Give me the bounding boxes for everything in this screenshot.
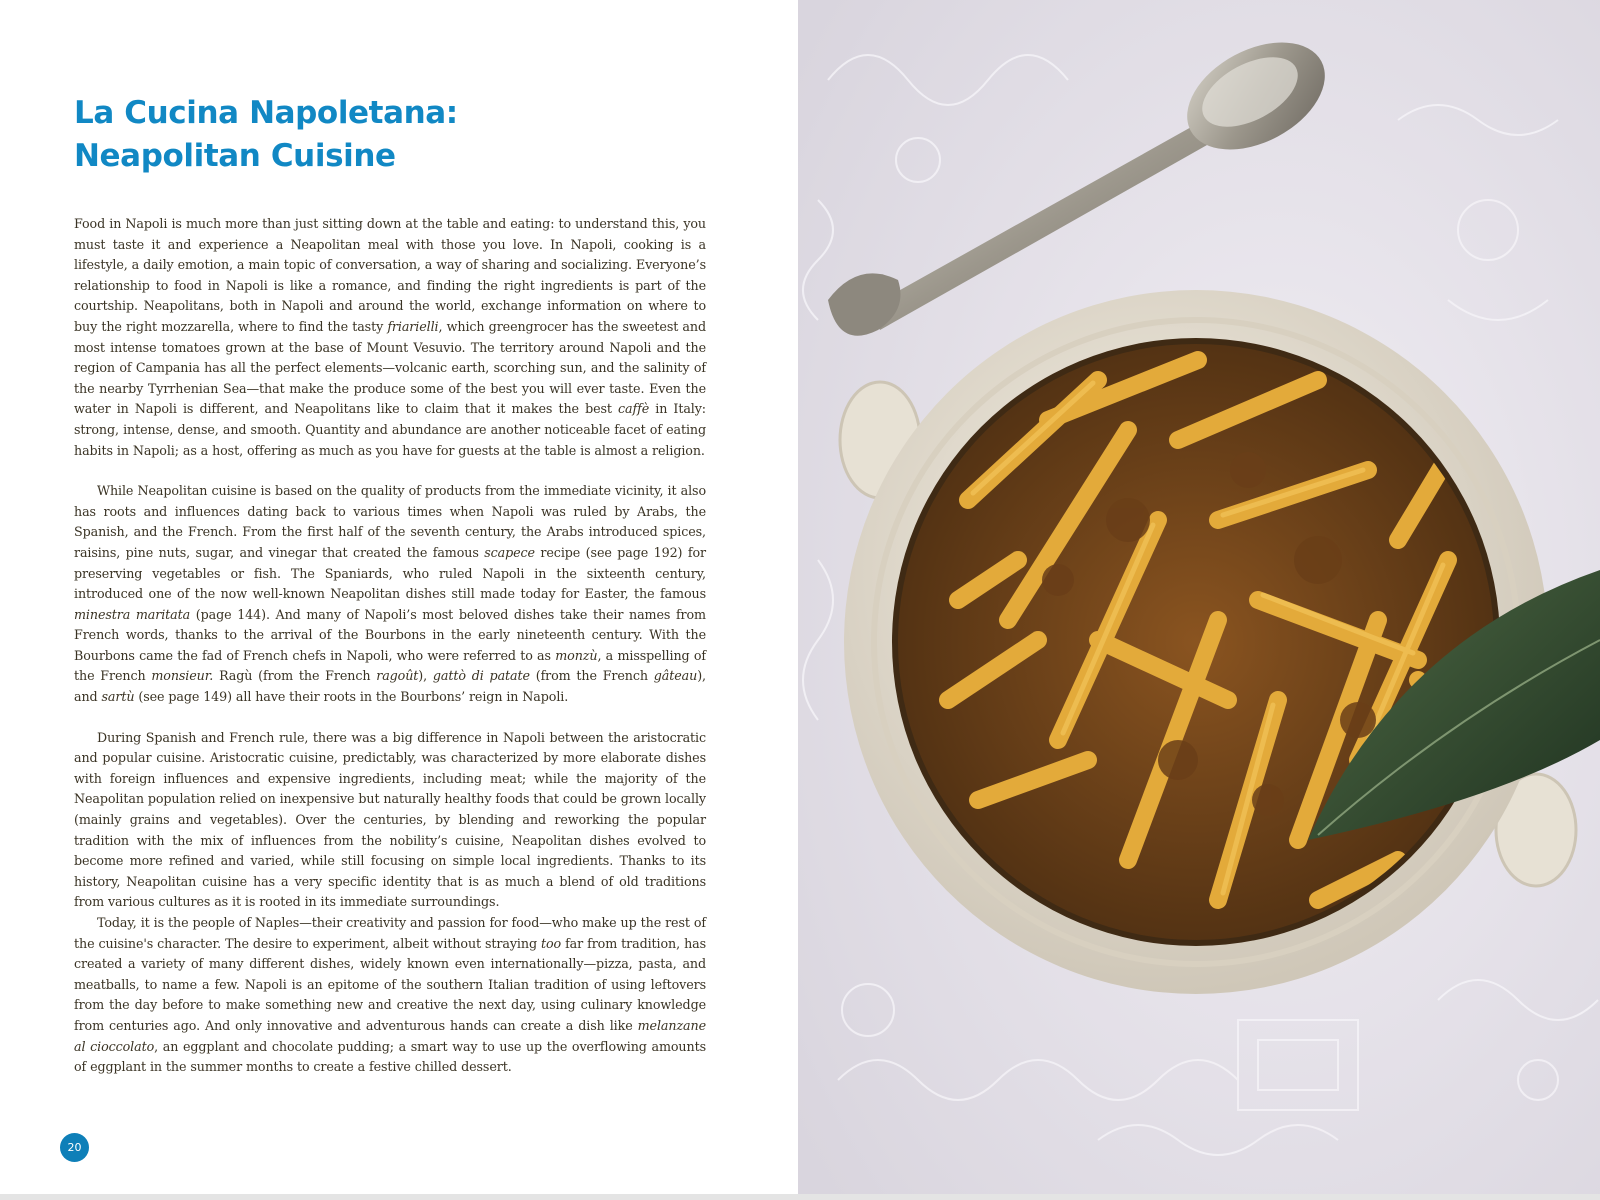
text-run: (from the French	[529, 668, 654, 684]
food-photo	[798, 0, 1600, 1194]
italic-term: scapece	[484, 544, 535, 560]
italic-term: caffè	[618, 401, 650, 417]
italic-term: melanzane al cioccolato	[74, 1017, 706, 1054]
page-number-badge: 20	[60, 1133, 89, 1162]
text-run: , a misspelling of the French	[74, 647, 706, 684]
italic-term: monsieur.	[151, 668, 214, 684]
text-run: While Neapolitan cuisine is based on the quality of products from the immediate vicinity, it also has roots and influences dating back to various times when Napoli was ruled by Arabs, the Spanish, and the French. From the first half of the seventh century, the Arabs introduced spices, raisins, pine nuts, sugar, and vinegar that created the famous	[74, 483, 706, 560]
page-title	[74, 92, 714, 178]
text-run: Ragù (from the French	[213, 668, 377, 684]
text-run: (page 144). And many of Napoli’s most beloved dishes take their names from French words, thanks to the arrival of the Bourbons in the early nineteenth century. With the Bourbons came the fad of French chefs in Napoli, who were referred to as	[74, 606, 706, 663]
text-run: Today, it is the people of Naples—their creativity and passion for food—who make up the rest of the cuisine's character. The desire to experiment, albeit without straying	[74, 915, 706, 951]
text-run: During Spanish and French rule, there was a big difference in Napoli between the aristocratic and popular cuisine. Aristocratic cuisine, predictably, was characterized by more elaborate dishes with foreign influences and expensive ingredients, including meat; while the majority of the Neapolitan population relied on inexpensive but naturally healthy foods that could be grown locally (mainly grains and vegetables). Over the centuries, by blending and reworking the popular tradition with the mix of influences from the nobility’s cuisine, Neapolitan dishes evolved to become more refined and varied, while still focusing on simple local ingredients. Thanks to its history, Neapolitan cuisine has a very specific identity that is as much a blend of old traditions from various cultures as it is rooted in its immediate surroundings.	[74, 729, 706, 910]
text-run: , an eggplant and chocolate pudding; a smart way to use up the overflowing amounts of eggplant in the summer months to create a festive chilled dessert.	[74, 1038, 706, 1075]
body-text	[74, 214, 706, 1078]
text-run: ),	[418, 668, 433, 684]
italic-term: gattò di patate	[432, 668, 530, 684]
paragraph-2	[74, 481, 706, 708]
title-line-2: Neapolitan Cuisine	[74, 138, 396, 174]
title-line-1: La Cucina Napoletana:	[74, 95, 458, 131]
text-run: (see page 149) all have their roots in the Bourbons’ reign in Napoli.	[134, 689, 569, 705]
text-run: Food in Napoli is much more than just sitting down at the table and eating: to understand this, you must taste it and experience a Neapolitan meal with those you love. In Napoli, cooking is a lifestyle, a daily emotion, a main topic of conversation, a way of sharing and socializing. Everyone’s relationship to food in Napoli is like a romance, and finding the right ingredients is part of the courtship. Neapolitans, both in Napoli and around the world, exchange information on where to buy the right mozzarella, where to find the tasty	[74, 216, 706, 334]
left-page	[0, 0, 798, 1194]
text-run: recipe (see page 192) for preserving vegetables or fish. The Spaniards, who ruled Napoli in the sixteenth century, introduced one of the now well-known Neapolitan dishes still made today for Easter, the famous	[74, 544, 706, 602]
italic-term: friarielli	[387, 318, 439, 334]
paragraph-1	[74, 214, 706, 461]
paragraph-3	[74, 728, 706, 913]
text-run: far from tradition, has created a variety of many different dishes, widely known even internationally—pizza, pasta, and meatballs, to name a few. Napoli is an epitome of the southern Italian tradition of using leftovers from the day before to make something new and creative the next day, using culinary knowledge from centuries ago. And only innovative and adventurous hands can create a dish like	[74, 935, 707, 1033]
paragraph-4	[74, 913, 706, 1078]
italic-term: gâteau	[653, 668, 698, 684]
text-run: ), and	[74, 668, 706, 705]
text-run: , which greengrocer has the sweetest and most intense tomatoes grown at the base of Mount Vesuvio. The territory around Napoli and the region of Campania has all the perfect elements—volcanic earth, scorching sun, and the salinity of the nearby Tyrrhenian Sea—that make the produce some of the best you will ever taste. Even the water in Napoli is different, and Neapolitans like to claim that it makes the best	[74, 318, 706, 417]
pasta-ragu	[896, 342, 1496, 942]
photo-illustration	[798, 0, 1600, 1194]
italic-term: too	[541, 935, 562, 951]
italic-term: sartù	[101, 689, 135, 705]
italic-term: minestra maritata	[74, 606, 191, 622]
italic-term: monzù	[555, 647, 598, 663]
italic-term: ragoût	[376, 668, 419, 684]
text-run: in Italy: strong, intense, dense, and smooth. Quantity and abundance are another noticeable facet of eating habits in Napoli; as a host, offering as much as you have for guests at the table is almost a religion.	[74, 401, 706, 458]
